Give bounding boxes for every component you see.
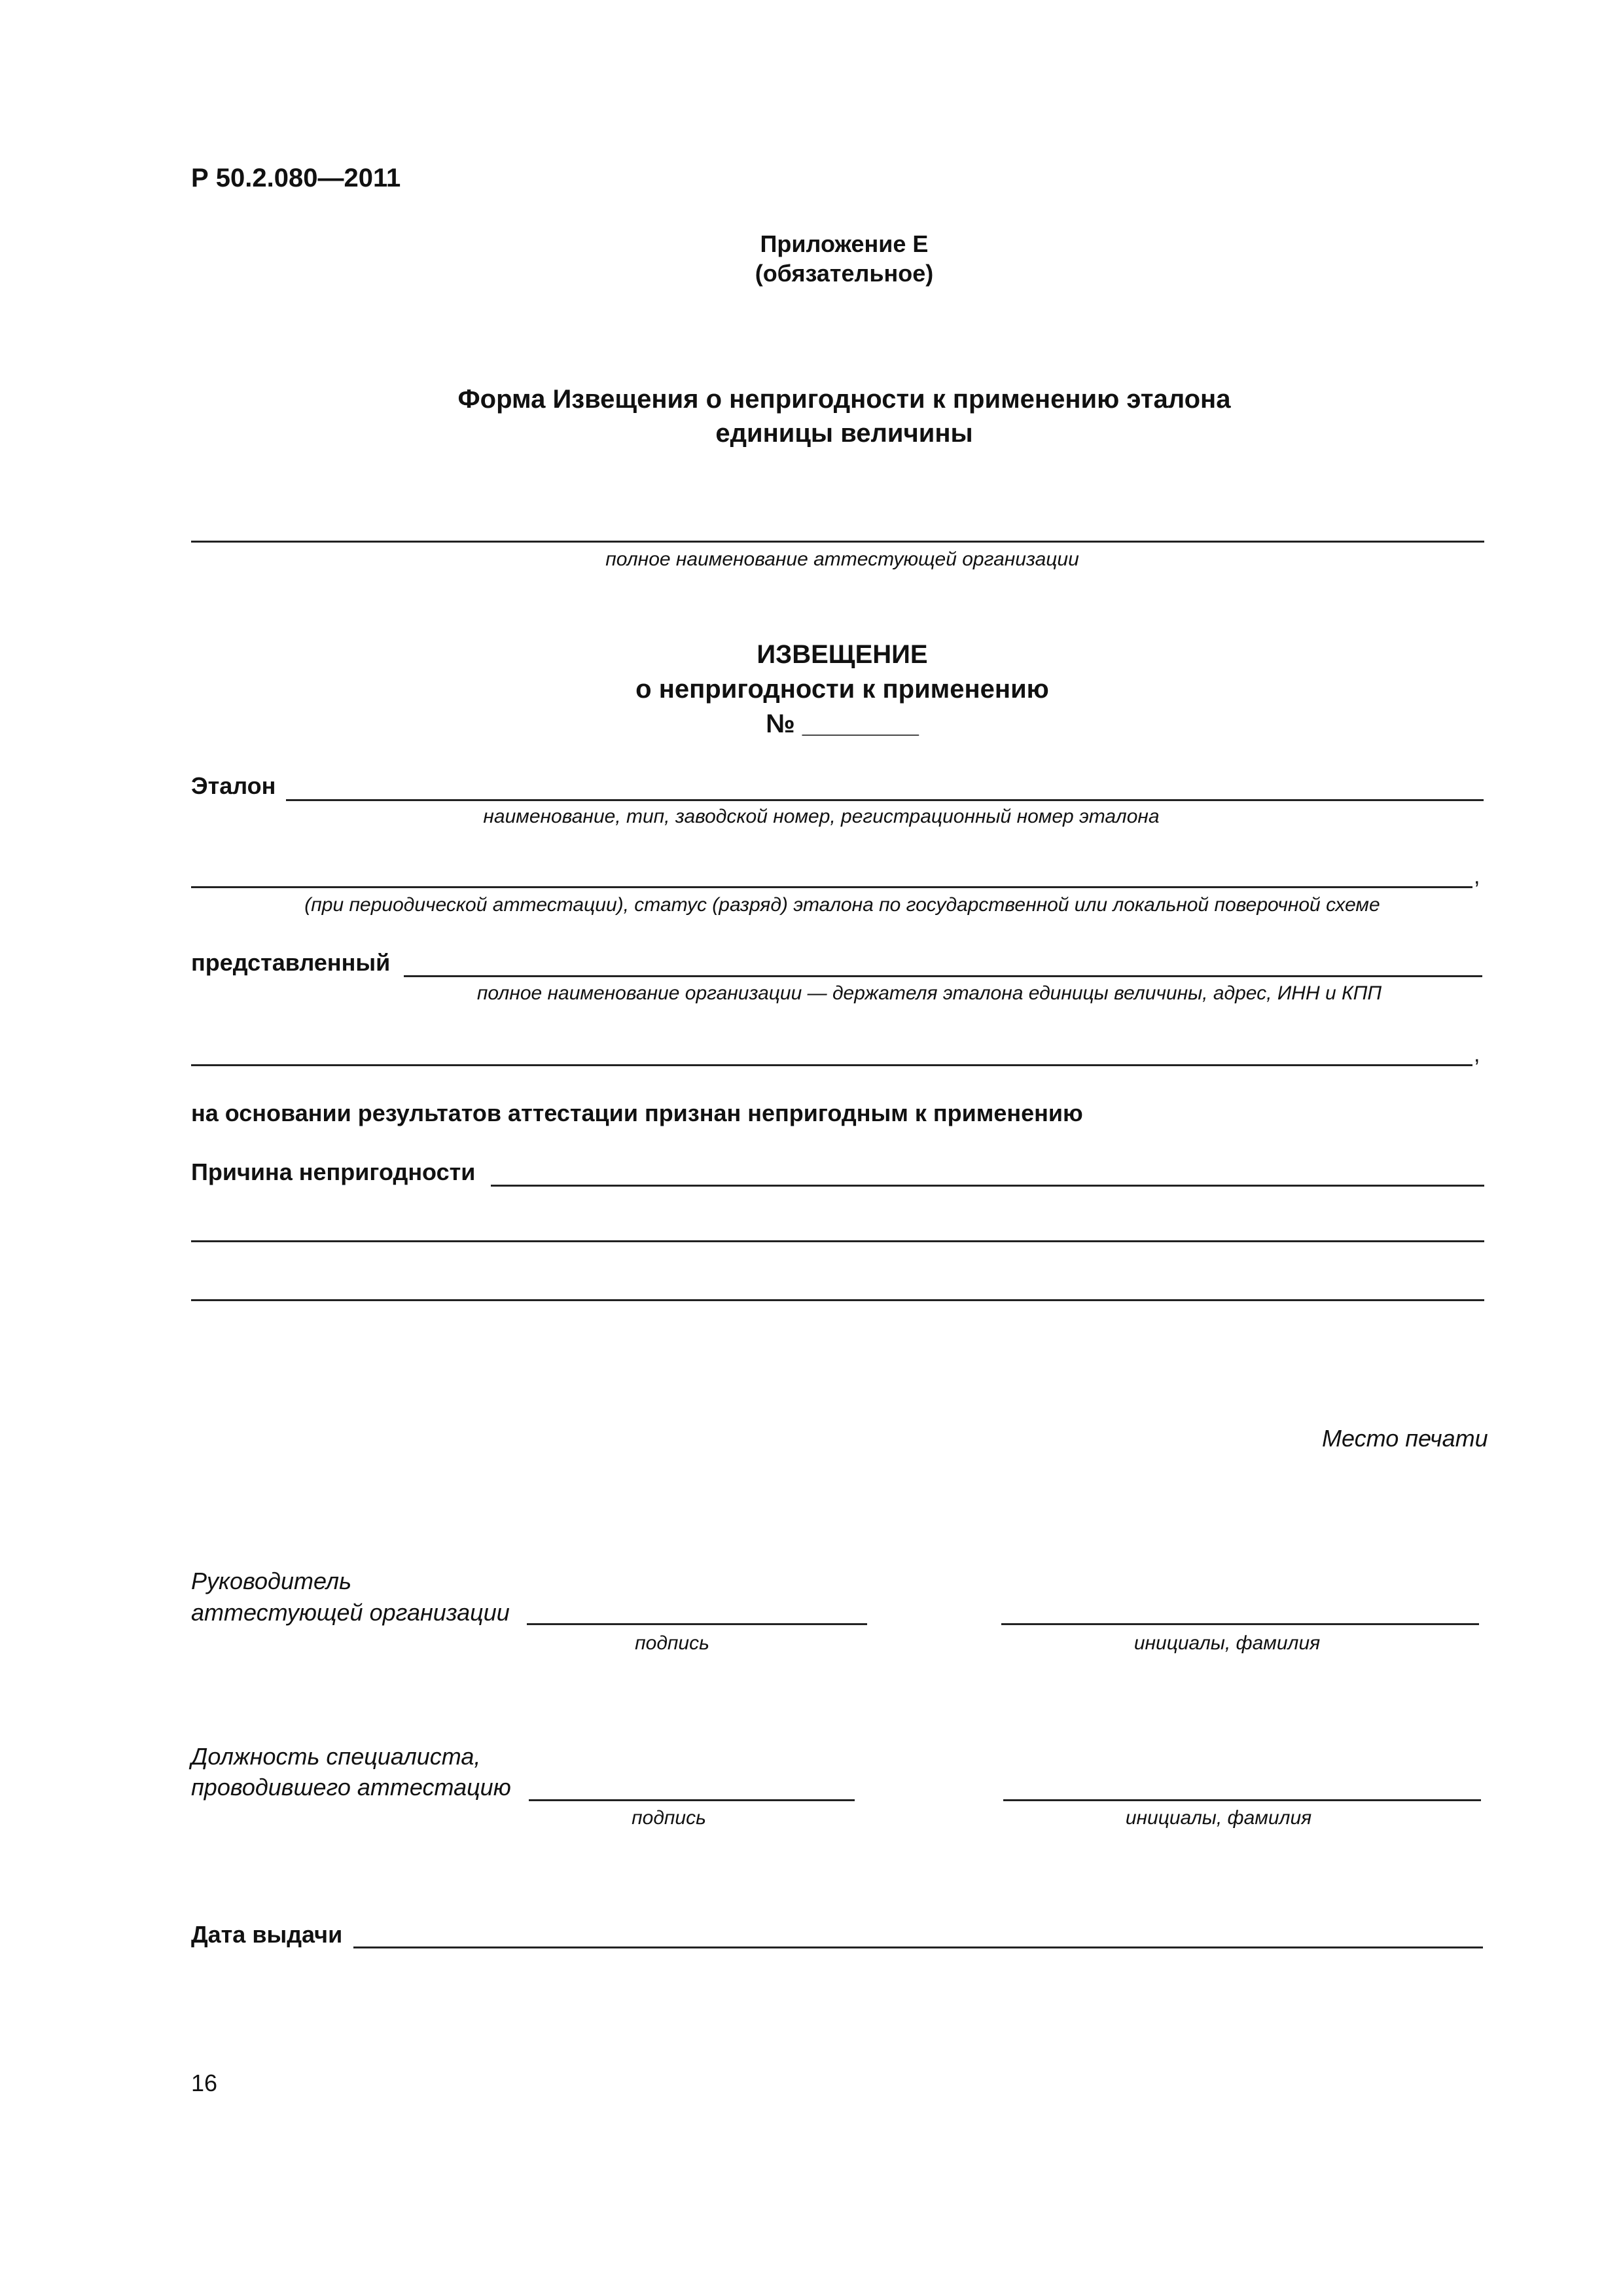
notice-subtitle: о непригодности к применению <box>635 675 1049 704</box>
org-name-field[interactable] <box>191 541 1484 543</box>
etalon-field[interactable] <box>286 799 1484 801</box>
specialist-name-field[interactable] <box>1003 1799 1481 1801</box>
notice-number: № ________ <box>766 709 919 738</box>
specialist-name-caption: инициалы, фамилия <box>1125 1807 1312 1829</box>
specialist-signature-caption: подпись <box>632 1807 706 1829</box>
presented-caption: полное наименование организации — держателя эталона единицы величины, адрес, ИНН и КПП <box>476 982 1382 1004</box>
specialist-title-line2: проводившего аттестацию <box>191 1774 511 1801</box>
issue-date-field[interactable] <box>353 1946 1483 1948</box>
reason-field-line3[interactable] <box>191 1299 1484 1301</box>
notice-title: ИЗВЕЩЕНИЕ <box>757 640 928 669</box>
appendix-status: (обязательное) <box>755 260 934 287</box>
reason-field-line2[interactable] <box>191 1240 1484 1242</box>
head-title-line1: Руководитель <box>191 1568 352 1594</box>
specialist-signature-field[interactable] <box>529 1799 855 1801</box>
issue-date-label: Дата выдачи <box>191 1921 343 1948</box>
specialist-title-line1: Должность специалиста, <box>191 1743 481 1770</box>
presented-extra-field[interactable] <box>191 1064 1472 1066</box>
head-signature-field[interactable] <box>527 1623 867 1625</box>
head-name-caption: инициалы, фамилия <box>1133 1632 1321 1654</box>
etalon-status-field[interactable] <box>191 886 1472 888</box>
etalon-status-comma: , <box>1474 864 1480 889</box>
stamp-place-label: Место печати <box>1322 1425 1488 1452</box>
etalon-label: Эталон <box>191 772 276 799</box>
document-code: Р 50.2.080—2011 <box>191 164 401 192</box>
page-number: 16 <box>191 2070 218 2096</box>
presented-comma: , <box>1474 1042 1480 1067</box>
presented-field[interactable] <box>404 975 1482 977</box>
etalon-caption: наименование, тип, заводской номер, регистрационный номер эталона <box>483 806 1160 827</box>
appendix-label: Приложение Е <box>760 230 929 257</box>
head-title-line2: аттестующей организации <box>191 1599 510 1626</box>
reason-label: Причина непригодности <box>191 1158 476 1185</box>
presented-label: представленный <box>191 949 391 976</box>
head-name-field[interactable] <box>1001 1623 1479 1625</box>
reason-field[interactable] <box>491 1185 1484 1187</box>
form-title-line1: Форма Извещения о непригодности к применению эталона <box>457 385 1231 414</box>
org-name-caption: полное наименование аттестующей организации <box>605 548 1079 570</box>
basis-text: на основании результатов аттестации признан непригодным к применению <box>191 1100 1083 1126</box>
head-signature-caption: подпись <box>635 1632 709 1654</box>
etalon-status-caption: (при периодической аттестации), статус (разряд) эталона по государственной или локальной поверочной схеме <box>304 894 1380 916</box>
form-title-line2: единицы величины <box>715 419 973 448</box>
